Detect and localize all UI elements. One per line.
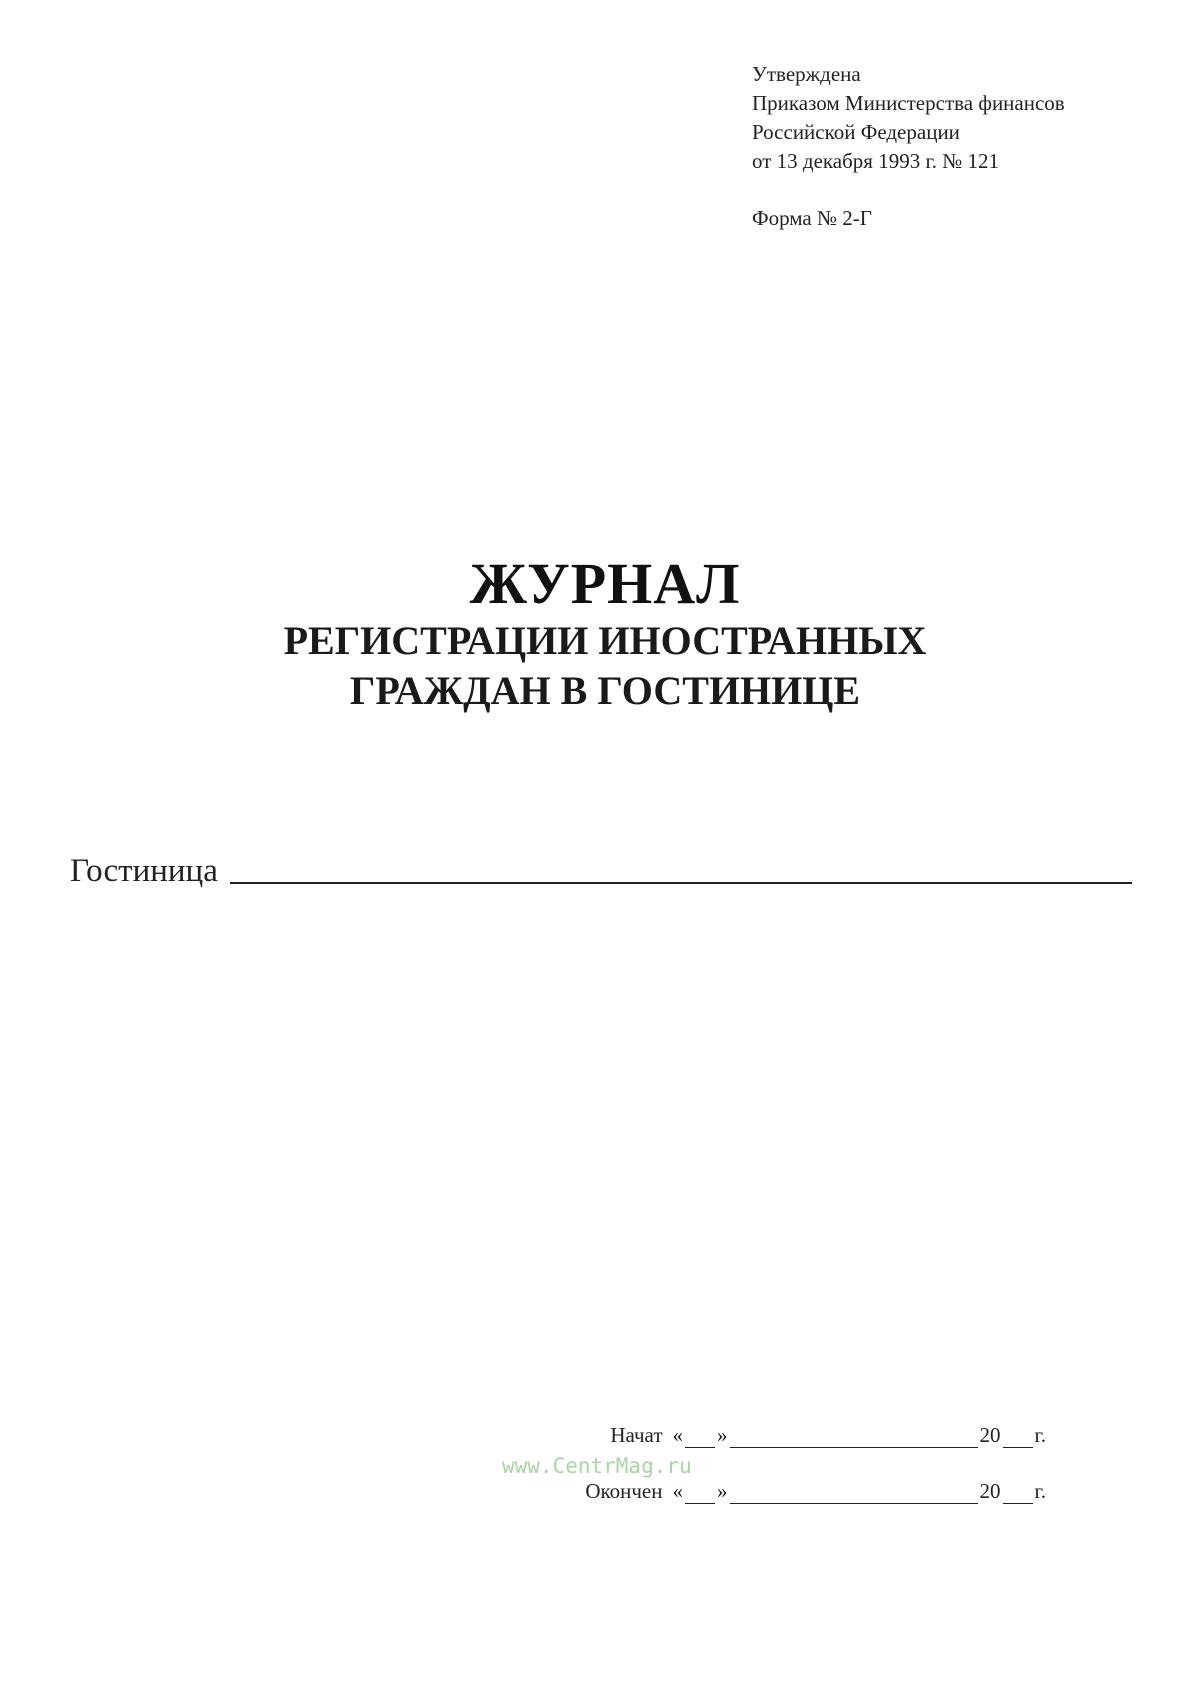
document-title [0, 552, 1199, 716]
open-quote: « [672, 1479, 683, 1503]
year-blank [1003, 1483, 1033, 1504]
title-main: ЖУРНАЛ [469, 551, 741, 616]
year-prefix: 20 [979, 1479, 1001, 1503]
started-date-row [585, 1418, 1046, 1448]
hotel-field [70, 848, 1132, 888]
finished-label: Окончен [585, 1479, 663, 1503]
year-suffix: г. [1034, 1479, 1046, 1503]
approval-line: Приказом Министерства финансов [752, 91, 1065, 115]
month-blank [730, 1427, 978, 1448]
approval-stamp [752, 60, 1065, 176]
watermark: www.CentrMag.ru [502, 1454, 692, 1478]
started-label: Начат [610, 1423, 663, 1447]
close-quote: » [717, 1423, 728, 1447]
hotel-label: Гостиница [70, 853, 218, 889]
approval-line: Российской Федерации [752, 120, 960, 144]
month-blank [730, 1483, 978, 1504]
title-subtitle-line-1: РЕГИСТРАЦИИ ИНОСТРАННЫХ [283, 618, 927, 663]
approval-line: Утверждена [752, 62, 861, 86]
day-blank [685, 1483, 715, 1504]
hotel-blank-line [230, 882, 1132, 884]
title-subtitle-line-2: ГРАЖДАН В ГОСТИНИЦЕ [349, 668, 861, 713]
year-suffix: г. [1034, 1423, 1046, 1447]
close-quote: » [717, 1479, 728, 1503]
year-blank [1003, 1427, 1033, 1448]
finished-date-row [585, 1474, 1046, 1504]
approval-line: от 13 декабря 1993 г. № 121 [752, 149, 999, 173]
form-number: Форма № 2-Г [752, 206, 872, 230]
year-prefix: 20 [979, 1423, 1001, 1447]
open-quote: « [672, 1423, 683, 1447]
day-blank [685, 1427, 715, 1448]
